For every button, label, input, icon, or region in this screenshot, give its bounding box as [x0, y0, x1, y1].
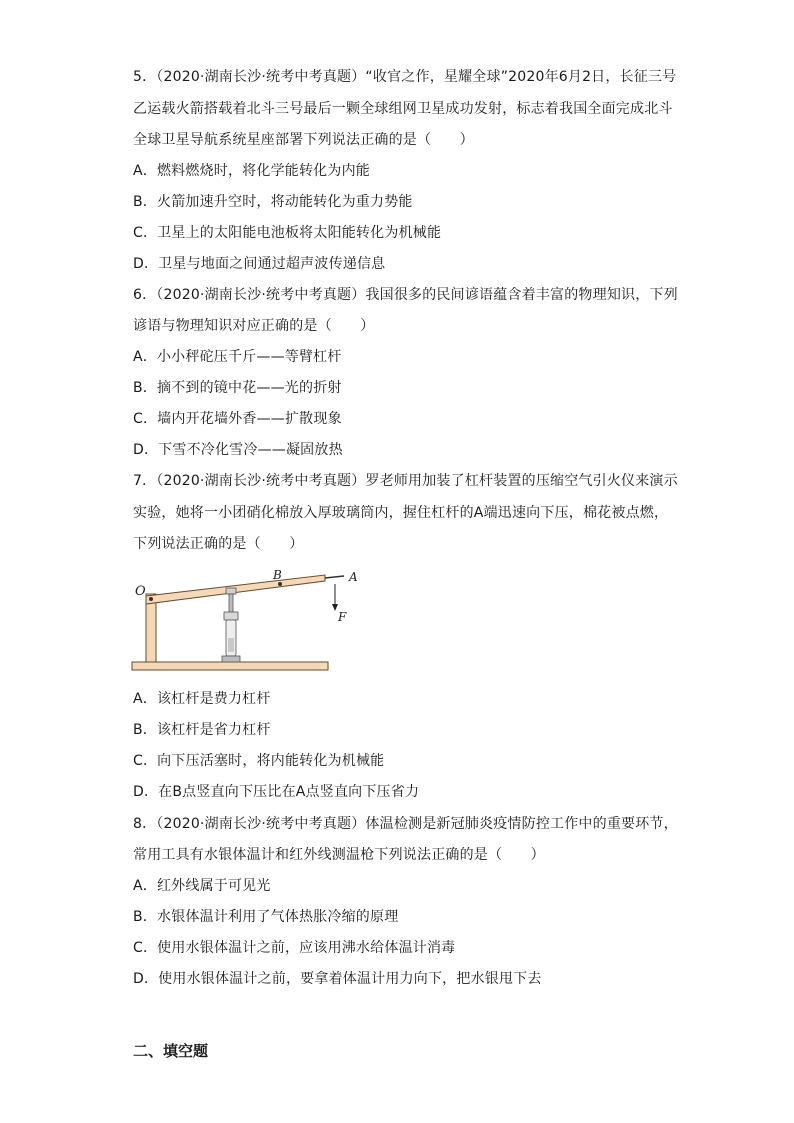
q8-option-b: B．水银体温计利用了气体热胀冷缩的原理 [133, 909, 399, 925]
q7-stem-line-1: 7．（2020·湖南长沙·统考中考真题）罗老师用加装了杠杆装置的压缩空气引火仪来演示 [133, 473, 678, 489]
q5-stem-line-3: 全球卫星导航系统星座部署下列说法正确的是（ ） [133, 132, 474, 148]
label-o: O [135, 584, 146, 599]
base-plate [132, 662, 328, 670]
q6-option-a: A．小小秤砣压千斤——等臂杠杆 [133, 349, 342, 365]
q5-stem-line-2: 乙运载火箭搭载着北斗三号最后一颗全球组网卫星成功发射，标志着我国全面完成北斗 [133, 101, 673, 117]
q6-stem-line-1: 6．（2020·湖南长沙·统考中考真题）我国很多的民间谚语蕴含着丰富的物理知识，下列 [133, 287, 678, 303]
q7-stem-line-3: 下列说法正确的是（ ） [133, 536, 304, 552]
q6-option-c: C．墙内开花墙外香——扩散现象 [133, 411, 342, 427]
q5-option-b: B．火箭加速升空时，将动能转化为重力势能 [133, 194, 413, 210]
q5-stem-line-1: 5．（2020·湖南长沙·统考中考真题）“收官之作，星耀全球”2020年6月2日，长征三号 [133, 69, 677, 85]
q5-option-a: A．燃料燃烧时，将化学能转化为内能 [133, 163, 370, 179]
q5-option-c: C．卫星上的太阳能电池板将太阳能转化为机械能 [133, 225, 442, 241]
q7-option-c: C．向下压活塞时，将内能转化为机械能 [133, 753, 385, 769]
q6-option-d: D．下雪不冷化雪冷——凝固放热 [133, 442, 343, 458]
piston-rod [229, 594, 233, 612]
q8-stem-line-2: 常用工具有水银体温计和红外线测温枪下列说法正确的是（ ） [133, 847, 545, 863]
section-heading: 二、填空题 [133, 1042, 209, 1060]
cotton-inside [228, 638, 234, 652]
lever-rod [325, 576, 344, 578]
q8-stem-line-1: 8．（2020·湖南长沙·统考中考真题）体温检测是新冠肺炎疫情防控工作中的重要环节， [133, 816, 678, 832]
q7-option-d: D．在B点竖直向下压比在A点竖直向下压省力 [133, 784, 420, 800]
label-a: A [349, 570, 358, 584]
label-b: B [273, 568, 282, 582]
cylinder-base [222, 656, 240, 662]
pivot-point [149, 597, 153, 601]
lever-diagram [130, 568, 358, 676]
q8-option-a: A．红外线属于可见光 [133, 878, 271, 894]
q7-stem-line-2: 实验，她将一小团硝化棉放入厚玻璃筒内，握住杠杆的A端迅速向下压，棉花被点燃， [133, 505, 669, 521]
q8-option-c: C．使用水银体温计之前，应该用沸水给体温计消毒 [133, 940, 456, 956]
q8-option-d: D．使用水银体温计之前，要拿着体温计用力向下，把水银甩下去 [133, 971, 542, 987]
q5-option-d: D．卫星与地面之间通过超声波传递信息 [133, 256, 386, 272]
label-f: F [338, 610, 347, 624]
q7-option-a: A．该杠杆是费力杠杆 [133, 691, 271, 707]
q7-option-b: B．该杠杆是省力杠杆 [133, 722, 271, 738]
point-b [278, 582, 282, 586]
q6-stem-line-2: 谚语与物理知识对应正确的是（ ） [133, 318, 375, 334]
q6-option-b: B．摘不到的镜中花——光的折射 [133, 380, 342, 396]
piston-cap [226, 588, 236, 594]
lever-apparatus-figure [130, 568, 358, 680]
cylinder-top [224, 612, 238, 620]
